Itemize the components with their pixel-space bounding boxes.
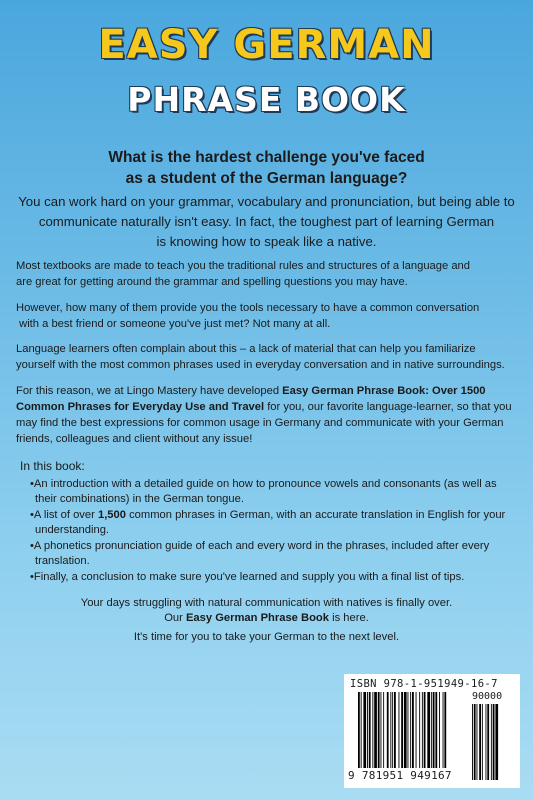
addon-digits: 90000: [472, 691, 503, 702]
closing-line-2: [20, 611, 513, 626]
feature-list: [30, 477, 513, 586]
barcode-bar: [439, 692, 440, 768]
barcode-bar: [422, 692, 423, 768]
addon-bar: [493, 704, 495, 780]
barcode-bar: [433, 692, 435, 768]
barcode-bar: [374, 692, 377, 768]
barcode-bar: [378, 692, 380, 768]
list-item: [30, 508, 513, 538]
barcode-bar: [435, 692, 437, 768]
intro-paragraph: [14, 192, 519, 252]
headline-question: [60, 147, 473, 189]
barcode-bar: [390, 692, 391, 768]
barcode-bar: [424, 692, 426, 768]
list-2-pre: •A list of over: [30, 509, 98, 521]
closing-book-title: Easy German Phrase Book: [185, 612, 329, 624]
headline-line-2: as a student of the German language?: [125, 170, 408, 187]
in-this-book-label: In this book:: [20, 459, 85, 473]
addon-bar: [479, 704, 481, 780]
p2-line-2: with a best friend or someone you've just met? Not many at all.: [16, 318, 331, 330]
paragraph-lingo-mastery: [16, 383, 521, 447]
addon-bar: [495, 704, 498, 780]
addon-bar: [477, 704, 478, 780]
p4-post: for you, our favorite language-learner, so that you may find the best expressions for common usage in Germany and communicate with your German friends, colleagues and client without any issue!: [16, 401, 512, 445]
barcode-bar: [443, 692, 444, 768]
list-item: •An introduction with a detailed guide on how to pronounce vowels and consonants (as well as their combinations) in the German tongue.: [30, 478, 497, 505]
barcode-bar: [431, 692, 432, 768]
barcode-bar: [408, 692, 409, 768]
list-item: •Finally, a conclusion to make sure you've learned and supply you with a final list of tips.: [30, 571, 465, 583]
barcode-bar: [361, 692, 362, 768]
headline-line-1: What is the hardest challenge you've faced: [108, 149, 425, 166]
barcode-bar: [419, 692, 420, 768]
barcode-bar: [444, 692, 446, 768]
barcode-box: [344, 674, 520, 788]
p1-line-1: Most textbooks are made to teach you the traditional rules and structures of a language and: [16, 260, 470, 272]
barcode-bar: [383, 692, 384, 768]
barcode-bar: [399, 692, 400, 768]
addon-bar: [472, 704, 473, 780]
barcode-bar: [387, 692, 389, 768]
addon-bar: [482, 704, 483, 780]
isbn-label: ISBN 978-1-951949-16-7: [350, 678, 498, 690]
title-line-2: PHRASE BOOK: [127, 80, 406, 119]
title-line-1: EASY GERMAN: [98, 22, 435, 68]
list-item: •A phonetics pronunciation guide of each and every word in the phrases, included after every translation.: [30, 540, 490, 567]
paragraph-textbooks: [16, 258, 521, 290]
barcode-bar: [394, 692, 396, 768]
barcode-bar: [367, 692, 368, 768]
addon-bar: [487, 704, 489, 780]
barcode-bar: [372, 692, 373, 768]
closing-line-1: Your days struggling with natural communication with natives is finally over.: [80, 597, 453, 609]
barcode-bar: [416, 692, 417, 768]
closing-line-3: It's time for you to take your German to the next level.: [133, 631, 400, 643]
barcode-bar: [412, 692, 414, 768]
intro-line-1: You can work hard on your grammar, vocabulary and pronunciation, but being able to: [18, 194, 515, 209]
barcode-bar: [410, 692, 411, 768]
barcode-bar: [358, 692, 360, 768]
closing-post: is here.: [329, 612, 369, 624]
intro-line-2: communicate naturally isn't easy. In fact, the toughest part of learning German: [38, 214, 495, 229]
barcode-bar: [427, 692, 430, 768]
addon-bar: [491, 704, 492, 780]
p4-book-title: Easy German Phrase Book: Over 1500 Common Phrases for Everyday Use and Travel: [16, 385, 486, 413]
closing-paragraph: [20, 596, 513, 626]
barcode-bar: [363, 692, 366, 768]
barcode-bar: [404, 692, 407, 768]
closing-pre: Our: [164, 612, 186, 624]
p3-line-1: Language learners often complain about this – a lack of material that can help you familiarize: [16, 343, 476, 355]
addon-bar: [474, 704, 476, 780]
barcode-bar: [392, 692, 393, 768]
p4-pre: For this reason, we at Lingo Mastery have developed: [16, 385, 283, 397]
barcode-bar: [401, 692, 403, 768]
addon-bar: [486, 704, 487, 780]
paragraph-tools: [16, 300, 521, 332]
p2-line-1: However, how many of them provide you the tools necessary to have a common conversation: [16, 302, 480, 314]
list-2-bold: 1,500: [97, 509, 126, 521]
p3-line-2: yourself with the most common phrases used in everyday conversation and in native surroundings.: [16, 359, 505, 371]
p1-line-2: are great for getting around the grammar and spelling questions you may have.: [16, 276, 408, 288]
paragraph-complaints: [16, 341, 521, 373]
list-2-post: common phrases in German, with an accurate translation in English for your understanding.: [35, 509, 506, 536]
barcode-bar: [381, 692, 382, 768]
intro-line-3: is knowing how to speak like a native.: [156, 234, 377, 249]
barcode-digits: 9 781951 949167: [348, 769, 452, 782]
barcode-bar: [369, 692, 371, 768]
